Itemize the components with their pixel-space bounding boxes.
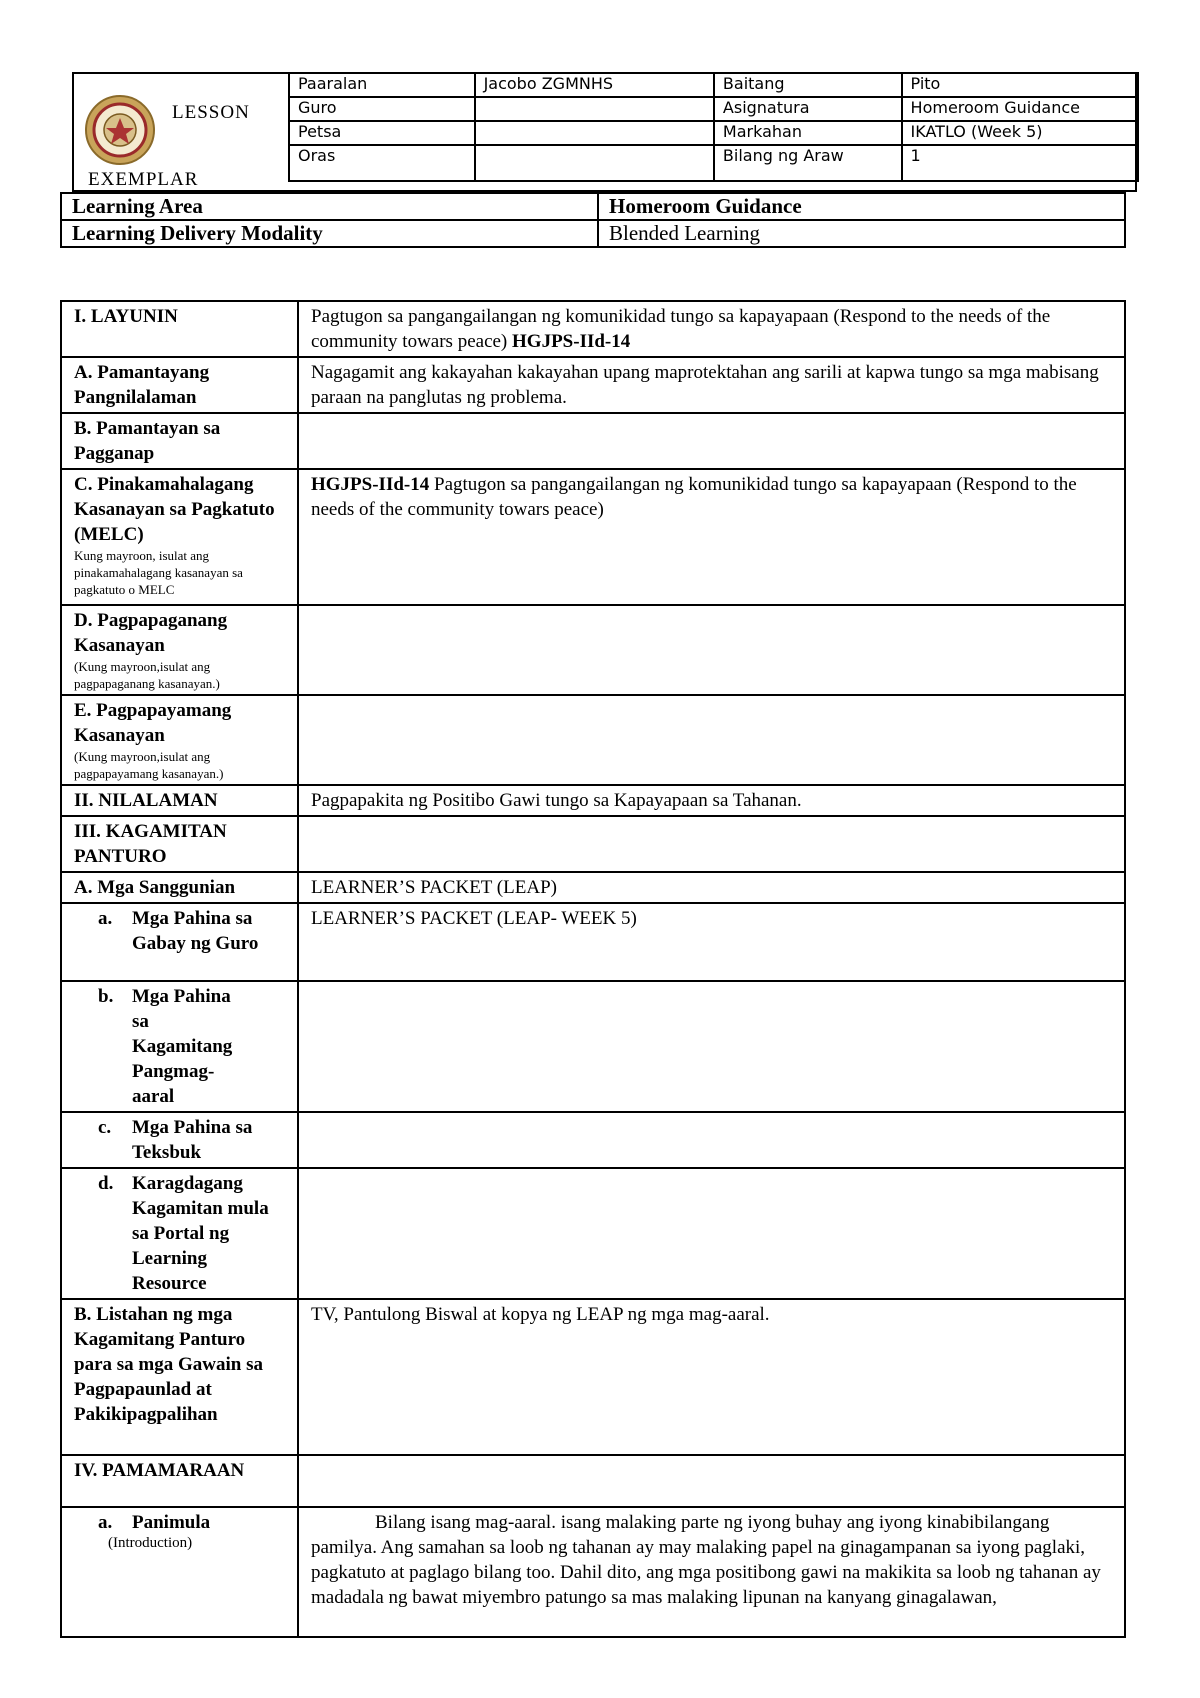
row-label: B. Listahan ng mga Kagamitang Panturo para sa mga Gawain sa Pagpapaunlad at Pakikipagpalihan: [61, 1299, 298, 1455]
row-content: [298, 816, 1125, 872]
row-content: [298, 981, 1125, 1112]
row-pamantayang: [61, 357, 1125, 413]
sub-label: Mga Pahina sa Kagamitang Pangmag-aaral: [132, 986, 233, 1107]
delivery-modality-label: Learning Delivery Modality: [61, 220, 598, 247]
row-content: Nagagamit ang kakayahan kakayahan upang maprotektahan ang sarili at kapwa tungo sa mga mabisang paraan na panglutas ng problema.: [298, 357, 1125, 413]
row-content: [298, 1168, 1125, 1299]
row-label: B. Pamantayan sa Pagganap: [61, 413, 298, 469]
delivery-modality-value: Blended Learning: [598, 220, 1125, 247]
header-row: [289, 121, 1138, 145]
layunin-text: Pagtugon sa pangangailangan ng komunikidad tungo sa kapayapaan (Respond to the needs of the community towars peace): [311, 306, 1051, 352]
row-label: III. KAGAMITAN PANTURO: [61, 816, 298, 872]
panimula-note: (Introduction): [108, 1535, 193, 1551]
row-content: [298, 605, 1125, 695]
melc-text: Pagtugon sa pangangailangan ng komunikidad tungo sa kapayapaan (Respond to the needs of the community towars peace): [311, 474, 1077, 520]
row-layunin: [61, 301, 1125, 357]
row-label: IV. PAMAMARAAN: [61, 1455, 298, 1507]
row-label: [61, 1507, 298, 1637]
competency-code: HGJPS-IId-14: [311, 474, 430, 495]
row-content: [298, 1112, 1125, 1168]
header-label: Guro: [289, 97, 475, 121]
list-marker: a.: [98, 908, 113, 929]
melc-label: C. Pinakamahalagang Kasanayan sa Pagkatuto (MELC): [74, 474, 275, 545]
header-value: 1: [902, 145, 1138, 181]
row-content: [298, 695, 1125, 785]
list-marker: b.: [98, 986, 114, 1007]
pagpapayamang-label: E. Pagpapayamang Kasanayan: [74, 700, 232, 746]
row-label: [61, 695, 298, 785]
header-row: [289, 97, 1138, 121]
header-value: [475, 145, 714, 181]
row-content: [298, 469, 1125, 605]
row-label: A. Mga Sanggunian: [61, 872, 298, 903]
row-content: Bilang isang mag-aaral. isang malaking parte ng iyong buhay ang iyong kinabibilangang pamilya. Ang samahan sa loob ng tahanan ay may malaking papel na ginagampanan sa iyong paglaki, pagkatuto at paglago bilang too. Dahil dito, ang mga positibong gawi na makikita sa loob ng tahanan ay madadala ng bawat miyembro patungo sa mas malaking lipunan na kanyang ginagalawan,: [298, 1507, 1125, 1637]
row-pamamaraan: [61, 1455, 1125, 1507]
row-label: I. LAYUNIN: [61, 301, 298, 357]
row-pagpapaganang: [61, 605, 1125, 695]
learning-area-table: [60, 192, 1126, 248]
row-content: TV, Pantulong Biswal at kopya ng LEAP ng mga mag-aaral.: [298, 1299, 1125, 1455]
row-label: II. NILALAMAN: [61, 785, 298, 816]
header-value: Jacobo ZGMNHS: [475, 73, 714, 97]
list-marker: a.: [98, 1512, 113, 1533]
header-label: Oras: [289, 145, 475, 181]
sub-label: Mga Pahina sa Gabay ng Guro: [132, 908, 259, 954]
header-label: Bilang ng Araw: [714, 145, 902, 181]
row-content: Pagpapakita ng Positibo Gawi tungo sa Kapayapaan sa Tahanan.: [298, 785, 1125, 816]
row-melc: [61, 469, 1125, 605]
row-pagpapayamang: [61, 695, 1125, 785]
row-content: LEARNER’S PACKET (LEAP): [298, 872, 1125, 903]
row-sanggunian: [61, 872, 1125, 903]
sub-label: Panimula: [132, 1512, 211, 1533]
row-label: [61, 469, 298, 605]
header-value: Pito: [902, 73, 1138, 97]
row-listahan: [61, 1299, 1125, 1455]
row-label: [61, 1112, 298, 1168]
row-content: LEARNER’S PACKET (LEAP- WEEK 5): [298, 903, 1125, 981]
row-label: [61, 981, 298, 1112]
sub-label: Mga Pahina sa Teksbuk: [132, 1117, 253, 1163]
row-panimula: [61, 1507, 1125, 1637]
lesson-plan-table: [60, 300, 1126, 1638]
header-label: Baitang: [714, 73, 902, 97]
header-label: Paaralan: [289, 73, 475, 97]
row-sub-d: [61, 1168, 1125, 1299]
row-label: A. Pamantayang Pangnilalaman: [61, 357, 298, 413]
delivery-modality-row: [61, 220, 1125, 247]
lesson-label: LESSON: [172, 102, 250, 123]
header-logo-cell: [74, 74, 288, 190]
school-seal-logo: [84, 94, 156, 166]
row-label: [61, 903, 298, 981]
header-row: [289, 73, 1138, 97]
melc-note: Kung mayroon, isulat ang pinakamahalagang kasanayan sa pagkatuto o MELC: [74, 548, 243, 597]
exemplar-label: EXEMPLAR: [88, 169, 199, 190]
header-value: IKATLO (Week 5): [902, 121, 1138, 145]
lesson-header: [72, 72, 1137, 192]
pagpapayamang-note: (Kung mayroon,isulat ang pagpapayamang kasanayan.): [74, 749, 224, 781]
header-value: [475, 97, 714, 121]
row-pagganap: [61, 413, 1125, 469]
row-content: [298, 413, 1125, 469]
header-label: Markahan: [714, 121, 902, 145]
row-label: [61, 605, 298, 695]
row-content: [298, 301, 1125, 357]
header-label: Petsa: [289, 121, 475, 145]
header-row: [289, 145, 1138, 181]
list-marker: d.: [98, 1173, 114, 1194]
learning-area-label: Learning Area: [61, 193, 598, 220]
competency-code: HGJPS-IId-14: [512, 331, 631, 352]
row-sub-c: [61, 1112, 1125, 1168]
row-kagamitan: [61, 816, 1125, 872]
pagpapaganang-note: (Kung mayroon,isulat ang pagpapaganang kasanayan.): [74, 659, 220, 691]
row-sub-b: [61, 981, 1125, 1112]
header-value: [475, 121, 714, 145]
learning-area-value: Homeroom Guidance: [598, 193, 1125, 220]
sub-label: Karagdagang Kagamitan mula sa Portal ng Learning Resource: [132, 1173, 269, 1294]
header-value: Homeroom Guidance: [902, 97, 1138, 121]
header-info-table: [288, 72, 1139, 182]
row-sub-a: [61, 903, 1125, 981]
list-marker: c.: [98, 1117, 112, 1138]
header-label: Asignatura: [714, 97, 902, 121]
row-nilalaman: [61, 785, 1125, 816]
pagpapaganang-label: D. Pagpapaganang Kasanayan: [74, 610, 228, 656]
row-content: [298, 1455, 1125, 1507]
row-label: [61, 1168, 298, 1299]
learning-area-row: [61, 193, 1125, 220]
